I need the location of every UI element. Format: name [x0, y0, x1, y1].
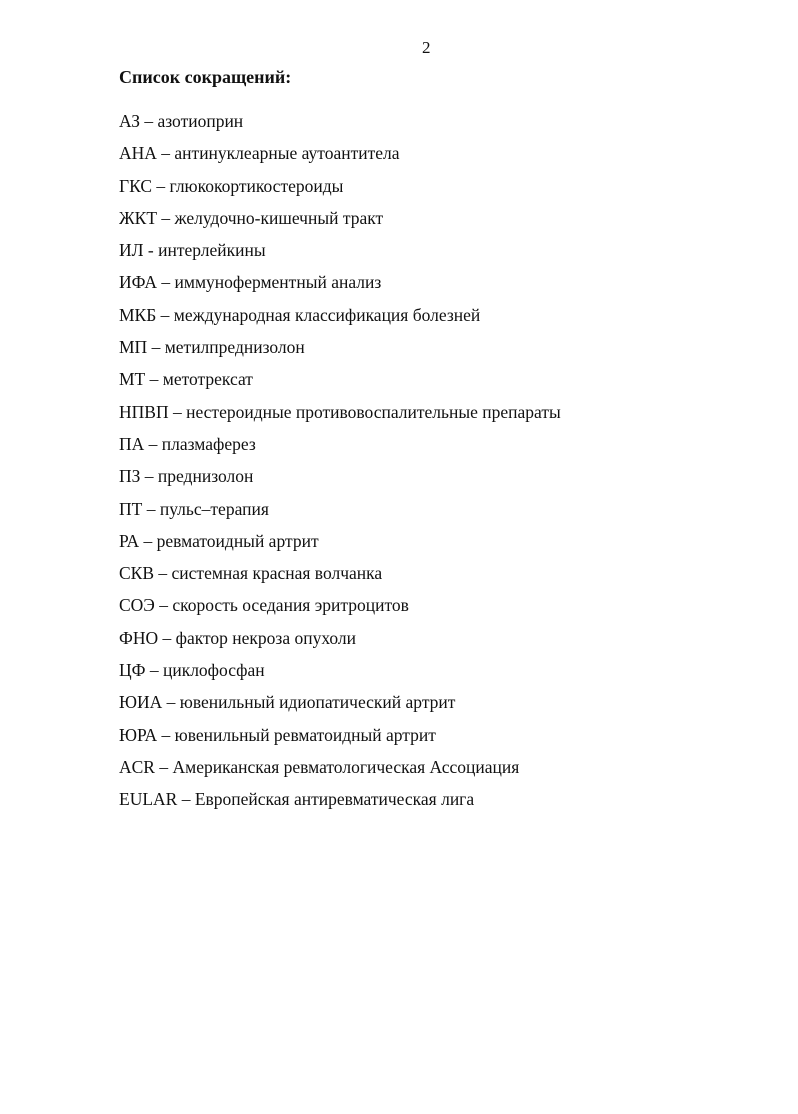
abbreviation-item: СОЭ – скорость оседания эритроцитов [119, 595, 409, 616]
abbreviation-item: ИФА – иммуноферментный анализ [119, 272, 382, 293]
section-heading: Список сокращений: [119, 67, 292, 87]
abbreviation-item: ЮРА – ювенильный ревматоидный артрит [119, 724, 436, 745]
abbreviation-list [119, 110, 561, 821]
abbreviation-item: НПВП – нестероидные противовоспалительные препараты [119, 401, 561, 422]
abbreviation-item: ЖКТ – желудочно-кишечный тракт [119, 207, 384, 228]
abbreviation-item: МП – метилпреднизолон [119, 337, 305, 358]
abbreviation-item: EULAR – Европейская антиревматическая лига [119, 789, 475, 810]
abbreviation-item: ГКС – глюкокортикостероиды [119, 175, 344, 196]
abbreviation-item: ПЗ – преднизолон [119, 466, 254, 487]
abbreviation-item: ЦФ – циклофосфан [119, 660, 265, 681]
abbreviation-item: МКБ – международная классификация болезней [119, 304, 481, 325]
abbreviation-item: МТ – метотрексат [119, 369, 253, 390]
abbreviation-item: ПА – плазмаферез [119, 433, 256, 454]
abbreviation-item: РА – ревматоидный артрит [119, 530, 319, 551]
page-number: 2 [422, 38, 431, 57]
abbreviation-item: ACR – Американская ревматологическая Ассоциация [119, 756, 520, 777]
abbreviation-item: АЗ – азотиоприн [119, 111, 244, 131]
abbreviation-item: СКВ – системная красная волчанка [119, 563, 383, 584]
abbreviation-item: ФНО – фактор некроза опухоли [119, 627, 357, 648]
abbreviation-item: ИЛ - интерлейкины [119, 240, 266, 261]
abbreviation-item: ЮИА – ювенильный идиопатический артрит [119, 692, 456, 713]
abbreviation-item: ПТ – пульс–терапия [119, 498, 269, 519]
abbreviation-item: АНА – антинуклеарные аутоантитела [119, 143, 400, 164]
